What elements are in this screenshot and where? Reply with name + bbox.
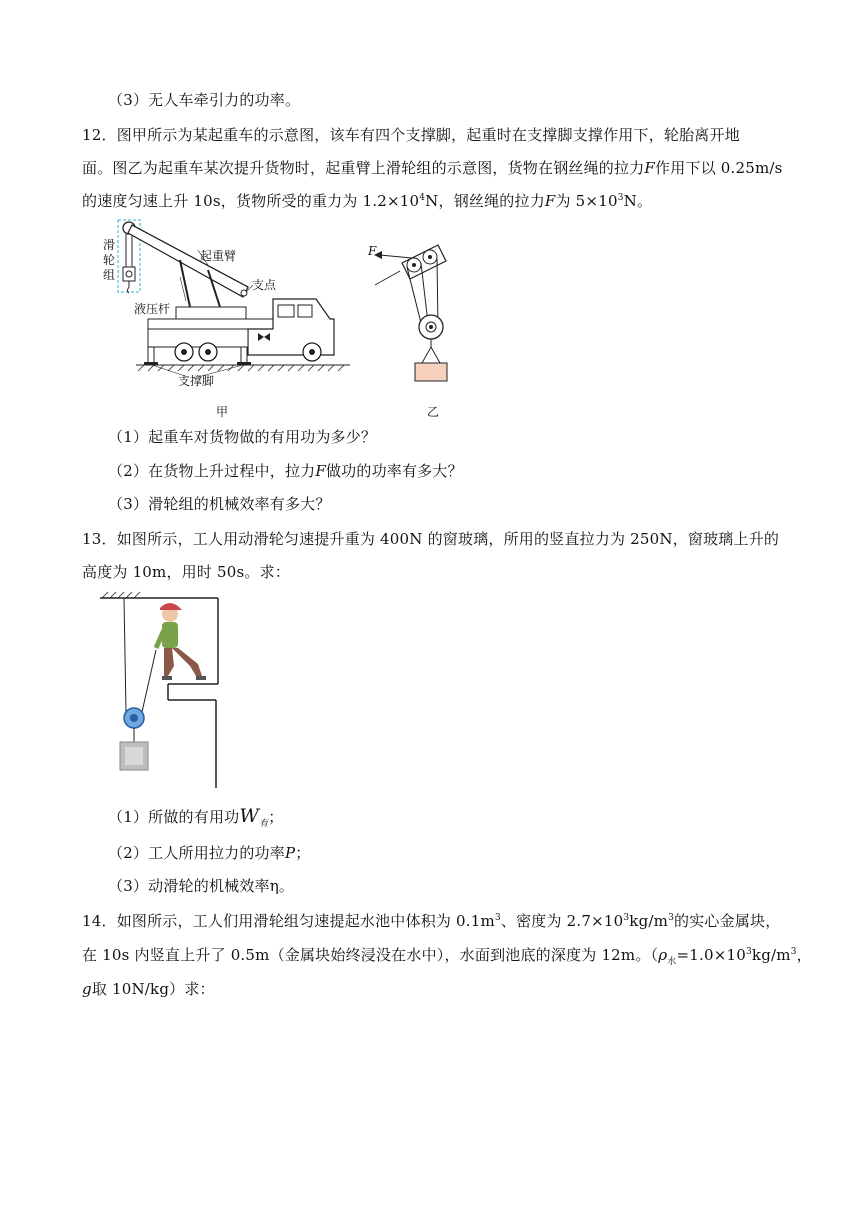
q13-sub1: （1）所做的有用功$W_有$； bbox=[108, 805, 284, 829]
caption-jia: 甲 bbox=[216, 405, 229, 419]
q14-line3: g取 10N/kg）求： bbox=[82, 980, 215, 998]
q12-sub2: （2）在货物上升过程中，拉力F做功的功率有多大？ bbox=[108, 462, 463, 480]
q12-sub3: （3）滑轮组的机械效率有多大？ bbox=[108, 495, 331, 513]
label-pivot: 支点 bbox=[252, 278, 277, 292]
q12-sub1: （1）起重车对货物做的有用功为多少？ bbox=[108, 428, 377, 446]
q12-line1: 12．图甲所示为某起重车的示意图，该车有四个支撑脚，起重时在支撑脚支撑作用下，轮胎离开地 bbox=[82, 126, 740, 144]
q12-number: 12． bbox=[82, 126, 117, 144]
label-hydraulic-rod: 液压杆 bbox=[134, 302, 171, 316]
worker-pulley-figure bbox=[98, 590, 228, 790]
q13-number: 13． bbox=[82, 530, 117, 548]
q14-line2: 在 10s 内竖直上升了 0.5m（金属块始终浸没在水中），水面到池底的深度为 12m。（$\rho_水=1.0\times 10^3kg/m^3$， bbox=[82, 946, 812, 967]
label-crane-arm: 起重臂 bbox=[200, 249, 237, 263]
q14-line1: 14．如图所示，工人们用滑轮组匀速提起水池中体积为 $0.1m^3$、密度为 $2.7\times 10^3kg/m^3$的实心金属块， bbox=[82, 912, 781, 930]
pulley-block-figure bbox=[360, 235, 470, 395]
label-force-f: F bbox=[368, 244, 377, 258]
q11-sub3: （3）无人车牵引力的功率。 bbox=[108, 91, 301, 109]
q13-line2: 高度为 10m，用时 50s。求： bbox=[82, 563, 291, 581]
label-pulley-group: 滑 轮 组 bbox=[103, 238, 116, 282]
q12-line2: 面。图乙为起重车某次提升货物时，起重臂上滑轮组的示意图，货物在钢丝绳的拉力F作用下以 0.25m/s bbox=[82, 159, 783, 177]
label-support-legs: 支撑脚 bbox=[178, 374, 215, 388]
q14-number: 14． bbox=[82, 912, 117, 930]
q13-sub2: （2）工人所用拉力的功率P； bbox=[108, 844, 311, 862]
q13-line1: 13．如图所示，工人用动滑轮匀速提升重为 400N 的窗玻璃，所用的竖直拉力为 250N，窗玻璃上升的 bbox=[82, 530, 780, 548]
caption-yi: 乙 bbox=[427, 405, 440, 419]
q12-line3: 的速度匀速上升 10s，货物所受的重力为 $1.2\times 10^4N$，钢丝绳的拉力F为 $5\times 10^3N$。 bbox=[82, 192, 653, 210]
q13-sub3: （3）动滑轮的机械效率η。 bbox=[108, 877, 295, 895]
